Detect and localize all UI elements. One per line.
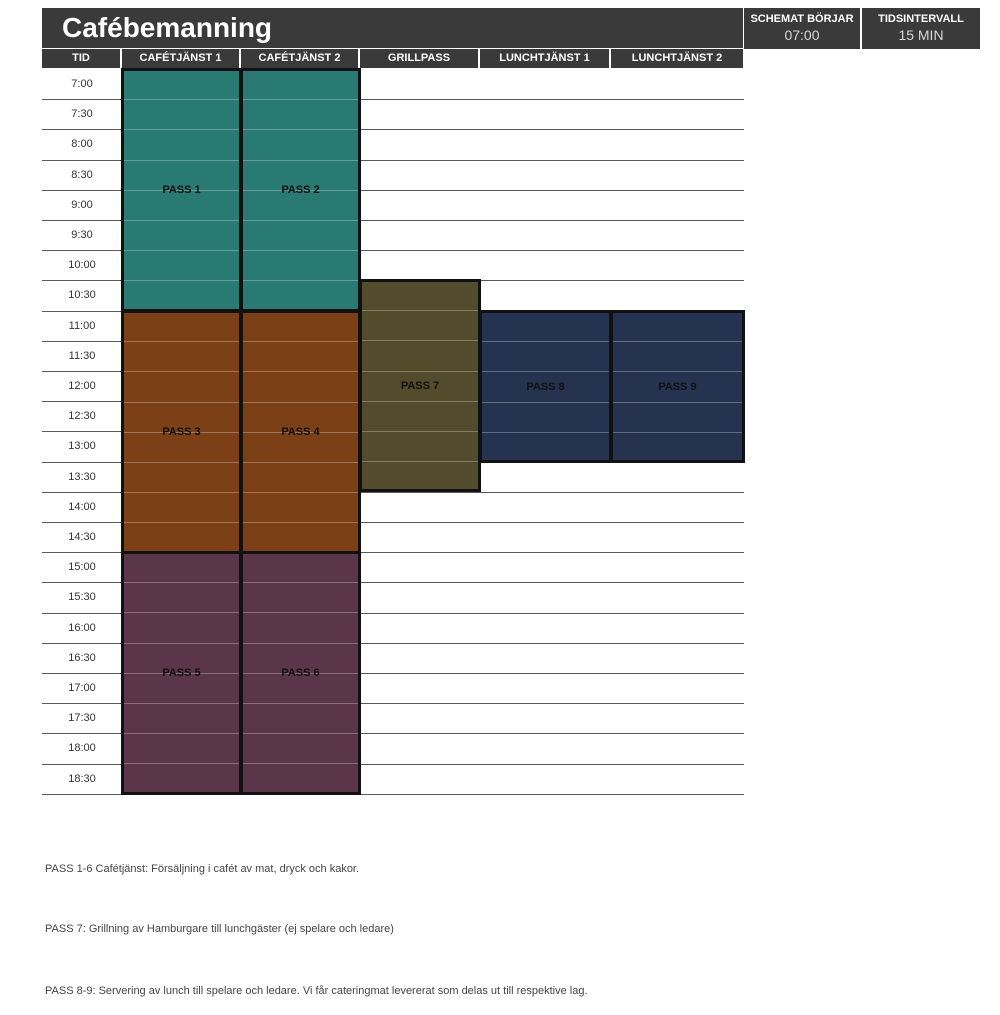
time-label: 12:30	[68, 410, 96, 423]
time-label: 15:30	[68, 591, 96, 604]
column-header-tid: TID	[42, 49, 122, 68]
block-gridline	[613, 371, 742, 372]
block-gridline	[124, 402, 239, 403]
block-gridline	[124, 763, 239, 764]
block-gridline	[613, 341, 742, 342]
time-label: 10:00	[68, 259, 96, 272]
shift-label: PASS 8	[526, 380, 565, 393]
shift-block-pass-3[interactable]	[121, 310, 242, 554]
shift-label: PASS 9	[658, 380, 697, 393]
block-gridline	[243, 129, 358, 130]
block-gridline	[243, 99, 358, 100]
block-gridline	[124, 250, 239, 251]
time-label: 11:30	[68, 349, 96, 362]
shift-block-pass-1[interactable]	[121, 68, 242, 312]
block-gridline	[613, 402, 742, 403]
block-gridline	[362, 401, 478, 402]
block-gridline	[243, 341, 358, 342]
block-gridline	[243, 402, 358, 403]
shift-label: PASS 6	[281, 667, 320, 679]
time-label: 10:30	[68, 289, 96, 302]
time-label: 7:00	[71, 78, 93, 90]
shift-block-pass-9[interactable]	[610, 310, 745, 463]
shift-block-pass-8[interactable]	[479, 310, 612, 463]
schedule-start-value[interactable]: 07:00	[784, 27, 820, 43]
column-header-grill: GRILLPASS	[360, 49, 480, 68]
time-label: 14:00	[68, 500, 96, 513]
block-gridline	[124, 371, 239, 372]
block-gridline	[243, 492, 358, 493]
time-label: 8:30	[71, 168, 93, 181]
block-gridline	[124, 582, 239, 583]
column-header-cafe-2: CAFÉTJÄNST 2	[241, 49, 360, 68]
time-label: 17:30	[68, 712, 96, 725]
time-label: 8:00	[71, 138, 93, 151]
time-label: 9:00	[71, 198, 93, 211]
block-gridline	[243, 522, 358, 523]
page-title: Cafébemanning	[62, 12, 273, 43]
block-gridline	[482, 371, 609, 372]
time-label: 18:30	[68, 772, 96, 785]
block-gridline	[124, 462, 239, 463]
block-gridline	[362, 461, 478, 462]
block-gridline	[243, 703, 358, 704]
block-gridline	[613, 432, 742, 433]
block-gridline	[243, 733, 358, 734]
column-header-lunch-1: LUNCHTJÄNST 1	[480, 49, 611, 68]
block-gridline	[124, 99, 239, 100]
shift-block-pass-6[interactable]	[240, 551, 361, 795]
block-gridline	[482, 402, 609, 403]
time-interval-value[interactable]: 15 MIN	[898, 27, 944, 43]
block-gridline	[362, 310, 478, 311]
block-gridline	[124, 280, 239, 281]
schedule-start-label: SCHEMAT BÖRJAR	[750, 13, 854, 25]
time-interval-label: TIDSINTERVALL	[878, 13, 964, 25]
block-gridline	[124, 612, 239, 613]
time-label: 11:00	[68, 319, 96, 332]
time-label: 16:30	[68, 651, 96, 664]
block-gridline	[243, 582, 358, 583]
block-gridline	[124, 341, 239, 342]
block-gridline	[243, 280, 358, 281]
time-label: 13:30	[68, 470, 96, 483]
note-grill: PASS 7: Grillning av Hamburgare till lunchgäster (ej spelare och ledare)	[45, 923, 394, 935]
header-bar	[42, 8, 743, 48]
block-gridline	[243, 612, 358, 613]
block-gridline	[243, 462, 358, 463]
shift-block-pass-2[interactable]	[240, 68, 361, 312]
block-gridline	[362, 371, 478, 372]
block-gridline	[243, 371, 358, 372]
time-label: 9:30	[71, 229, 93, 241]
time-label: 14:30	[68, 531, 96, 543]
block-gridline	[482, 341, 609, 342]
shift-block-pass-5[interactable]	[121, 551, 242, 795]
column-header-cafe-1: CAFÉTJÄNST 1	[122, 49, 241, 68]
time-label: 17:00	[68, 682, 96, 694]
time-interval-box	[862, 8, 980, 49]
block-gridline	[124, 643, 239, 644]
block-gridline	[124, 522, 239, 523]
shift-label: PASS 2	[281, 184, 320, 196]
time-label: 18:00	[68, 742, 96, 755]
time-label: 15:00	[68, 561, 96, 574]
block-gridline	[124, 129, 239, 130]
time-label: 12:00	[68, 380, 96, 392]
time-label: 13:00	[68, 440, 96, 453]
note-cafe: PASS 1-6 Cafétjänst: Försäljning i cafét av mat, dryck och kakor.	[45, 863, 360, 875]
schedule-start-box	[744, 8, 860, 49]
block-gridline	[124, 492, 239, 493]
block-gridline	[243, 250, 358, 251]
shift-label: PASS 1	[162, 184, 201, 196]
time-label: 16:00	[68, 621, 96, 634]
shift-label: PASS 7	[400, 379, 440, 392]
block-gridline	[124, 733, 239, 734]
block-gridline	[243, 763, 358, 764]
block-gridline	[124, 220, 239, 221]
block-gridline	[362, 340, 478, 341]
block-gridline	[243, 643, 358, 644]
shift-block-pass-7[interactable]	[359, 279, 481, 492]
shift-label: PASS 5	[162, 667, 201, 679]
block-gridline	[243, 160, 358, 161]
shift-label: PASS 3	[162, 426, 201, 438]
column-header-lunch-2: LUNCHTJÄNST 2	[611, 49, 743, 68]
shift-label: PASS 4	[281, 426, 320, 438]
note-lunch: PASS 8-9: Servering av lunch till spelare och ledare. Vi får cateringmat levererat som delas ut till respektive lag.	[45, 985, 588, 997]
block-gridline	[362, 431, 478, 432]
block-gridline	[243, 220, 358, 221]
block-gridline	[482, 432, 609, 433]
block-gridline	[124, 703, 239, 704]
time-label: 7:30	[71, 108, 93, 121]
block-gridline	[124, 160, 239, 161]
shift-block-pass-4[interactable]	[240, 310, 361, 554]
